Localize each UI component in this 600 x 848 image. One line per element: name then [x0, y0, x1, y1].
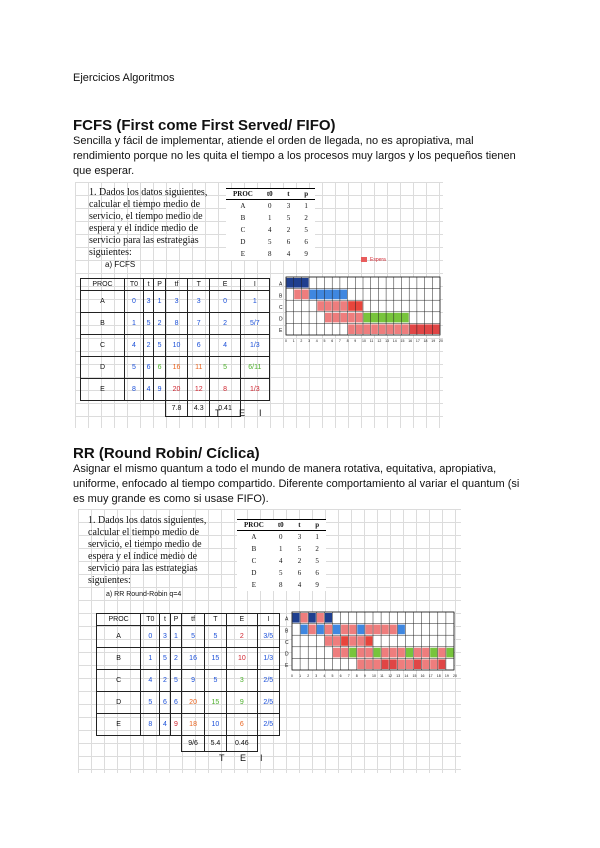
gantt-run-bar: [325, 613, 332, 623]
gantt-wait-cell: [341, 625, 348, 635]
gantt-proc-label: C: [285, 639, 289, 646]
gantt-wait-cell: [341, 648, 348, 658]
gantt-tick-label: 20: [453, 674, 457, 678]
gantt-wait-cell: [340, 301, 347, 311]
gantt-proc-label: B: [279, 293, 283, 300]
gantt-wait-cell: [382, 625, 389, 635]
fcfs-heading: FCFS (First come First Served/ FIFO): [73, 117, 336, 134]
gantt-wait-cell: [317, 301, 324, 311]
rr-avg-wait-label: E: [240, 753, 247, 763]
gantt-wait-cell: [379, 324, 386, 334]
gantt-tick-label: 11: [380, 674, 384, 678]
gantt-wait-cell: [325, 625, 332, 635]
problem-statement-rr: 1. Dados los datos siguientes, calcular el tiempo medio de servicio, el tiempo medio de espera y el índice medio de servicio para las estrategias siguientes:: [88, 515, 207, 586]
gantt-tick-label: 4: [323, 674, 326, 678]
gantt-tick-label: 19: [444, 674, 449, 678]
gantt-run-bar: [382, 659, 389, 669]
gantt-tick-label: 12: [377, 339, 382, 343]
gantt-wait-cell: [309, 625, 316, 635]
fcfs-subtitle: a) FCFS: [105, 260, 136, 269]
gantt-tick-label: 16: [408, 339, 413, 343]
gantt-tick-label: 2: [300, 339, 303, 343]
gantt-wait-cell: [357, 636, 364, 646]
gantt-wait-cell: [325, 313, 332, 323]
gantt-tick-label: 1: [299, 674, 302, 678]
gantt-tick-label: 8: [346, 339, 349, 343]
gantt-tick-label: 2: [307, 674, 310, 678]
gantt-run-bar: [365, 636, 372, 646]
gantt-tick-label: 17: [415, 339, 420, 343]
gantt-wait-cell: [374, 625, 381, 635]
gantt-tick-label: 10: [372, 674, 376, 678]
gantt-wait-cell: [294, 290, 301, 300]
gantt-wait-cell: [348, 324, 355, 334]
gantt-tick-label: 15: [400, 339, 405, 343]
gantt-proc-label: A: [285, 616, 289, 623]
gantt-tick-label: 17: [428, 674, 433, 678]
gantt-wait-cell: [356, 313, 363, 323]
problem-table-rr: PROC t0 t p A 0 3 1 B 1 5 2 C 4 2 5 D 5 6 6 E 8 4 9: [237, 519, 326, 591]
gantt-wait-cell: [422, 659, 429, 669]
gantt-wait-cell: [357, 648, 364, 658]
gantt-run-bar: [341, 636, 348, 646]
rr-heading: RR (Round Robin/ Cíclica): [73, 445, 260, 462]
gantt-wait-cell: [406, 659, 413, 669]
gantt-tick-label: 6: [331, 339, 334, 343]
gantt-run-bar: [310, 290, 348, 300]
gantt-wait-cell: [365, 648, 372, 658]
problem-statement: 1. Dados los datos siguientes, calcular el tiempo medio de servicio, el tiempo medio de espera y el índice medio de servicio para las estrategias siguientes:: [89, 187, 208, 258]
gantt-run-bar: [406, 648, 413, 658]
gantt-tick-label: 18: [436, 674, 441, 678]
gantt-proc-label: A: [279, 281, 283, 288]
gantt-wait-cell: [365, 625, 372, 635]
gantt-wait-cell: [374, 659, 381, 669]
gantt-wait-cell: [438, 648, 445, 658]
gantt-wait-cell: [357, 659, 364, 669]
avg-wait-label: E: [239, 408, 246, 418]
gantt-run-bar: [293, 613, 300, 623]
gantt-tick-label: 14: [392, 339, 397, 343]
gantt-tick-label: 0: [285, 339, 287, 343]
gantt-wait-cell: [301, 613, 308, 623]
gantt-wait-cell: [390, 625, 397, 635]
rr-avg-turnaround-label: T: [219, 753, 225, 763]
gantt-run-bar: [430, 648, 437, 658]
gantt-tick-label: 3: [315, 674, 318, 678]
gantt-tick-label: 16: [420, 674, 425, 678]
gantt-wait-cell: [422, 648, 429, 658]
gantt-tick-label: 9: [354, 339, 357, 343]
gantt-proc-label: D: [279, 316, 283, 323]
avg-turnaround-label: T: [215, 408, 221, 418]
gantt-tick-label: 9: [363, 674, 366, 678]
gantt-wait-cell: [371, 324, 378, 334]
gantt-wait-cell: [382, 648, 389, 658]
gantt-tick-label: 20: [439, 339, 443, 343]
gantt-tick-label: 4: [315, 339, 318, 343]
gantt-tick-label: 8: [355, 674, 358, 678]
gantt-proc-label: B: [285, 628, 289, 635]
gantt-proc-label: D: [285, 651, 289, 658]
rr-results-table: PROC T0 t P tf T E I A 0 3 1 5 5 2 3/5 B 1 5 2 16 15 10 1/3 C 4 2 5 9 5 3 2/5 D 5 6 6 20 15 9 2/5 E 8 4 9 18 10 6 2/5 9/6 5.4 0.46: [96, 613, 280, 752]
gantt-tick-label: 0: [291, 674, 293, 678]
gantt-wait-cell: [394, 324, 401, 334]
gantt-wait-cell: [317, 613, 324, 623]
gantt-tick-label: 13: [396, 674, 401, 678]
gantt-wait-cell: [364, 324, 371, 334]
gantt-run-bar: [374, 648, 381, 658]
gantt-wait-cell: [356, 324, 363, 334]
gantt-wait-cell: [333, 636, 340, 646]
rr-description: Asignar el mismo quantum a todo el mundo de manera rotativa, equitativa, apropiativa, uniforme, enfocado al tiempo compartido. Diferente comportamiento al variar el quantum (si es muy grande es como si usase FIFO).: [73, 463, 520, 505]
gantt-wait-cell: [390, 648, 397, 658]
gantt-tick-label: 13: [385, 339, 390, 343]
gantt-proc-label: C: [279, 304, 283, 311]
gantt-tick-label: 7: [338, 339, 341, 343]
gantt-run-bar: [349, 648, 356, 658]
gantt-wait-cell: [430, 659, 437, 669]
fcfs-results-table: PROC T0 t P tf T E I A 0 3 1 3 3 0 1 B 1 5 2 8 7 2 5/7 C 4 2 5 10 6 4 1/3 D 5 6 6 16 11 5 6/11 E 8 4 9 20 12 8 1/3 7.8 4.3 0.41: [80, 278, 270, 417]
gantt-wait-cell: [402, 324, 409, 334]
gantt-run-bar: [446, 648, 453, 658]
gantt-wait-cell: [325, 301, 332, 311]
gantt-tick-label: 5: [331, 674, 334, 678]
fcfs-figure: [75, 182, 443, 428]
gantt-tick-label: 14: [404, 674, 409, 678]
wait-swatch: [361, 257, 367, 262]
gantt-run-bar: [438, 659, 445, 669]
problem-table: PROC t0 t p A 0 3 1 B 1 5 2 C 4 2 5 D 5 6 6 E 8 4 9: [226, 188, 315, 260]
gantt-tick-label: 1: [292, 339, 295, 343]
gantt-run-bar: [357, 625, 364, 635]
gantt-wait-cell: [302, 290, 309, 300]
document-title: Ejercicios Algoritmos: [73, 72, 175, 84]
gantt-wait-cell: [348, 313, 355, 323]
gantt-wait-cell: [333, 648, 340, 658]
gantt-tick-label: 15: [412, 674, 417, 678]
gantt-run-bar: [333, 625, 340, 635]
gantt-wait-cell: [333, 313, 340, 323]
gantt-tick-label: 3: [308, 339, 311, 343]
gantt-wait-cell: [387, 324, 394, 334]
gantt-tick-label: 18: [423, 339, 428, 343]
gantt-wait-cell: [398, 659, 405, 669]
rr-avg-index-label: I: [260, 753, 263, 763]
rr-gantt-chart: [284, 612, 456, 678]
gantt-tick-label: 5: [323, 339, 326, 343]
gantt-tick-label: 10: [362, 339, 366, 343]
fcfs-description: Sencilla y fácil de implementar, atiende el orden de llegada, no es apropiativa, mal rendimiento porque no les quita el tiempo a los procesos muy largos y los pequeños tienen que esperar.: [73, 135, 516, 177]
gantt-wait-cell: [414, 648, 421, 658]
gantt-proc-label: E: [285, 663, 289, 670]
rr-subtitle: a) RR Round-Robin q=4: [106, 591, 182, 598]
gantt-legend: Espera: [361, 257, 386, 263]
gantt-wait-cell: [365, 659, 372, 669]
gantt-run-bar: [390, 659, 397, 669]
gantt-run-bar: [287, 278, 309, 288]
gantt-tick-label: 12: [388, 674, 393, 678]
gantt-wait-cell: [349, 636, 356, 646]
rr-figure: [78, 509, 461, 773]
gantt-run-bar: [301, 625, 308, 635]
gantt-wait-cell: [325, 636, 332, 646]
gantt-wait-cell: [340, 313, 347, 323]
gantt-run-bar: [398, 625, 405, 635]
gantt-run-bar: [317, 625, 324, 635]
gantt-proc-label: E: [279, 328, 283, 335]
gantt-wait-cell: [349, 625, 356, 635]
gantt-tick-label: 6: [339, 674, 342, 678]
gantt-wait-cell: [398, 648, 405, 658]
gantt-run-bar: [309, 613, 316, 623]
gantt-tick-label: 7: [347, 674, 350, 678]
gantt-tick-label: 11: [369, 339, 374, 343]
fcfs-gantt-chart: [278, 277, 442, 343]
gantt-tick-label: 19: [431, 339, 436, 343]
avg-index-label: I: [259, 408, 262, 418]
gantt-run-bar: [414, 659, 421, 669]
gantt-wait-cell: [333, 301, 340, 311]
